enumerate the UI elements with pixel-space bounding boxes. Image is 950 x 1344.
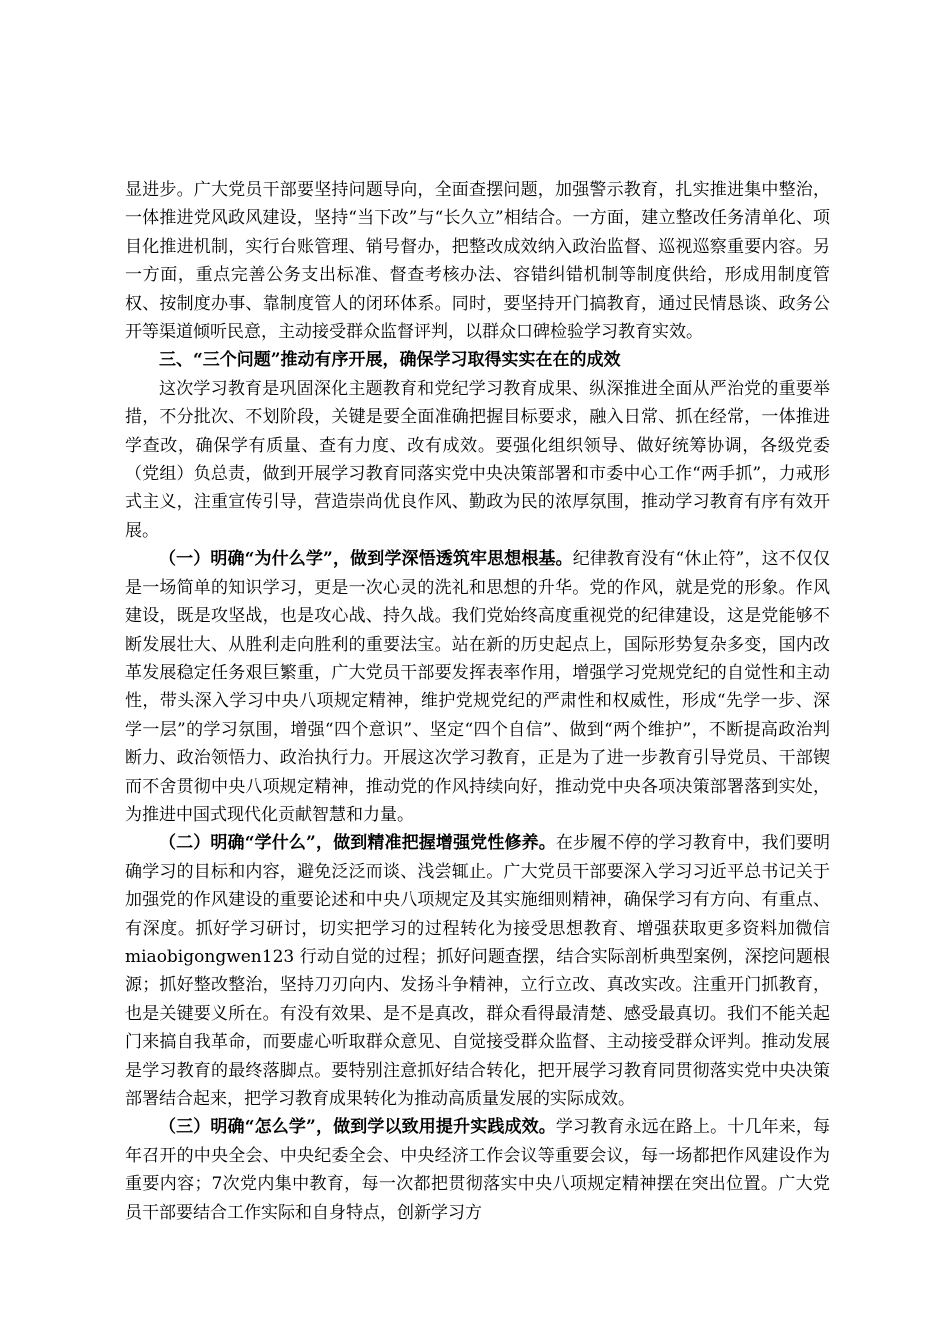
section-heading-3 xyxy=(125,346,830,374)
document-page xyxy=(125,176,830,1227)
paragraph-text: 显进步。广大党员干部要坚持问题导向，全面查摆问题，加强警示教育，扎实推进集中整治，一体推进党风政风建设，坚持“当下改”与“长久立”相结合。一方面，建立整改任务清单化、项目化推进机制，实行台账管理、销号督办，把整改成效纳入政治监督、巡视巡察重要内容。另一方面，重点完善公务支出标准、督查考核办法、容错纠错机制等制度供给，形成用制度管权、按制度办事、靠制度管人的闭环体系。同时，要坚持开门搞教育，通过民情恳谈、政务公开等渠道倾听民意，主动接受群众监督评判，以群众口碑检验学习教育实效。 xyxy=(125,180,830,343)
paragraph-what-learn xyxy=(125,829,830,1113)
paragraph-why-learn xyxy=(125,545,830,829)
section-heading-text: 三、“三个问题”推动有序开展，确保学习取得实实在在的成效 xyxy=(159,350,621,371)
subheading-why-learn: （一）明确“为什么学”，做到学深悟透筑牢思想根基。 xyxy=(159,549,573,570)
paragraph-text: 这次学习教育是巩固深化主题教育和党纪学习教育成果、纵深推进全面从严治党的重要举措，不分批次、不划阶段，关键是要全面准确把握目标要求，融入日常、抓在经常，一体推进学查改，确保学有质量、查有力度、改有成效。要强化组织领导、做好统筹协调，各级党委（党组）负总责，做到开展学习教育同落实党中央决策部署和市委中心工作“两手抓”，力戒形式主义，注重宣传引导，营造崇尚优良作风、勤政为民的浓厚氛围，推动学习教育有序有效开展。 xyxy=(125,378,830,541)
paragraph-text: 学习教育永远在路上。十几年来，每年召开的中央全会、中央纪委全会、中央经济工作会议等重要会议，每一场都把作风建设作为重要内容；7次党内集中教育，每一次都把贯彻落实中央八项规定精神摆在突出位置。广大党员干部要结合工作实际和自身特点，创新学习方 xyxy=(125,1117,830,1223)
paragraph-how-learn xyxy=(125,1113,830,1227)
paragraph-continued xyxy=(125,176,830,346)
paragraph-text: 纪律教育没有“休止符”，这不仅仅是一场简单的知识学习，更是一次心灵的洗礼和思想的升华。党的作风，就是党的形象。作风建设，既是攻坚战，也是攻心战、持久战。我们党始终高度重视党的纪律建设，这是党能够不断发展壮大、从胜利走向胜利的重要法宝。站在新的历史起点上，国际形势复杂多变，国内改革发展稳定任务艰巨繁重，广大党员干部要发挥表率作用，增强学习党规党纪的自觉性和主动性，带头深入学习中央八项规定精神，维护党规党纪的严肃性和权威性，形成“先学一步、深学一层”的学习氛围，增强“四个意识”、坚定“四个自信”、做到“两个维护”，不断提高政治判断力、政治领悟力、政治执行力。开展这次学习教育，正是为了进一步教育引导党员、干部锲而不舍贯彻中央八项规定精神，推动党的作风持续向好，推动党中央各项决策部署落到实处，为推进中国式现代化贡献智慧和力量。 xyxy=(125,549,830,825)
paragraph-intro xyxy=(125,375,830,545)
subheading-what-learn: （二）明确“学什么”，做到精准把握增强党性修养。 xyxy=(159,833,556,854)
paragraph-text: 在步履不停的学习教育中，我们要明确学习的目标和内容，避免泛泛而谈、浅尝辄止。广大党员干部要深入学习习近平总书记关于加强党的作风建设的重要论述和中央八项规定及其实施细则精神，确保学习有方向、有重点、有深度。抓好学习研讨，切实把学习的过程转化为接受思想教育、增强获取更多资料加微信 miaobigongwen123 行动自觉的过程；抓好问题查摆，结合实际剖析典型案例，深挖问题根源；抓好整改整治，坚持刀刃向内、发扬斗争精神，立行立改、真改实改。注重开门抓教育，也是关键要义所在。有没有效果、是不是真改，群众看得最清楚、感受最真切。我们不能关起门来搞自我革命，而要虚心听取群众意见、自觉接受群众监督、主动接受群众评判。推动发展是学习教育的最终落脚点。要特别注意抓好结合转化，把开展学习教育同贯彻落实党中央决策部署结合起来，把学习教育成果转化为推动高质量发展的实际成效。 xyxy=(125,833,830,1109)
subheading-how-learn: （三）明确“怎么学”，做到学以致用提升实践成效。 xyxy=(159,1117,556,1138)
